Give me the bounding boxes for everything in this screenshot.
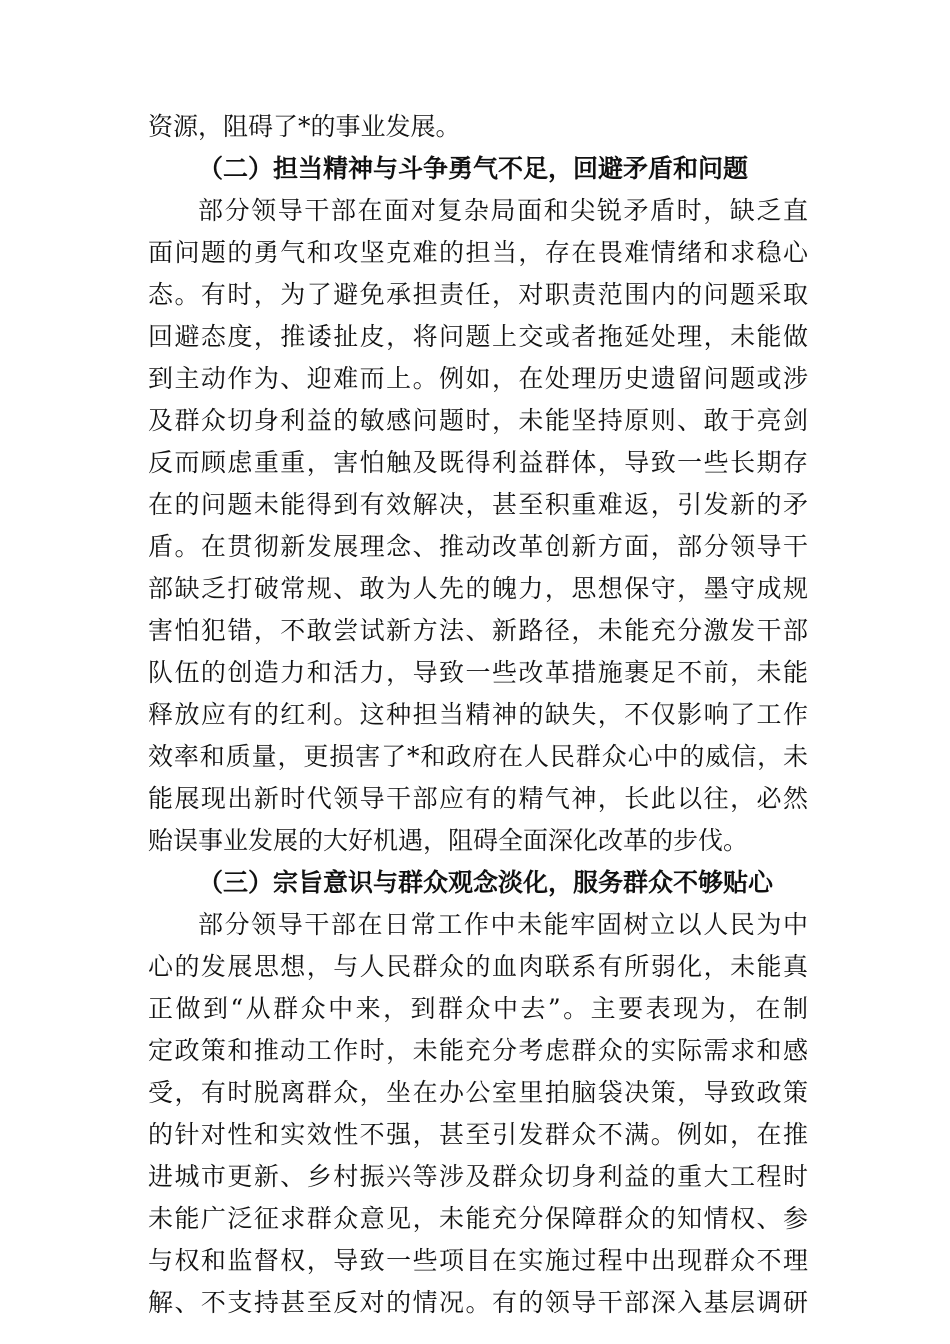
paragraph-line: 解、不支持甚至反对的情况。有的领导干部深入基层调研 xyxy=(148,1288,808,1317)
paragraph-line: 定政策和推动工作时，未能充分考虑群众的实际需求和感 xyxy=(148,1036,808,1065)
paragraph-line: 贻误事业发展的大好机遇，阻碍全面深化改革的步伐。 xyxy=(148,826,749,855)
paragraph-line: 反而顾虑重重，害怕触及既得利益群体，导致一些长期存 xyxy=(148,448,808,477)
paragraph-line: 的针对性和实效性不强，甚至引发群众不满。例如，在推 xyxy=(148,1120,808,1149)
paragraph-line: 释放应有的红利。这种担当精神的缺失，不仅影响了工作 xyxy=(148,700,808,729)
paragraph-line: 态。有时，为了避免承担责任，对职责范围内的问题采取 xyxy=(148,280,808,309)
paragraph-line: 队伍的创造力和活力，导致一些改革措施裹足不前，未能 xyxy=(148,658,808,687)
paragraph-line: 回避态度，推诿扯皮，将问题上交或者拖延处理，未能做 xyxy=(148,322,808,351)
paragraph-line: 在的问题未能得到有效解决，甚至积重难返，引发新的矛 xyxy=(148,490,808,519)
paragraph-line: 正做到“从群众中来，到群众中去”。主要表现为，在制 xyxy=(148,994,808,1023)
paragraph-line: 受，有时脱离群众，坐在办公室里拍脑袋决策，导致政策 xyxy=(148,1078,808,1107)
section-heading-3: （三）宗旨意识与群众观念淡化，服务群众不够贴心 xyxy=(198,868,774,897)
section-heading-2: （二）担当精神与斗争勇气不足，回避矛盾和问题 xyxy=(198,154,749,183)
paragraph-line: 效率和质量，更损害了*和政府在人民群众心中的威信，未 xyxy=(148,742,808,771)
paragraph-line: 到主动作为、迎难而上。例如，在处理历史遗留问题或涉 xyxy=(148,364,808,393)
paragraph-line: 资源，阻碍了*的事业发展。 xyxy=(148,112,461,141)
paragraph-line: 盾。在贯彻新发展理念、推动改革创新方面，部分领导干 xyxy=(148,532,808,561)
paragraph-line: 害怕犯错，不敢尝试新方法、新路径，未能充分激发干部 xyxy=(148,616,808,645)
paragraph-line: 部缺乏打破常规、敢为人先的魄力，思想保守，墨守成规 xyxy=(148,574,808,603)
paragraph-line: 未能广泛征求群众意见，未能充分保障群众的知情权、参 xyxy=(148,1204,808,1233)
paragraph-line: 面问题的勇气和攻坚克难的担当，存在畏难情绪和求稳心 xyxy=(148,238,808,267)
paragraph-line: 部分领导干部在日常工作中未能牢固树立以人民为中 xyxy=(198,910,808,939)
paragraph-line: 能展现出新时代领导干部应有的精气神，长此以往，必然 xyxy=(148,784,808,813)
paragraph-line: 部分领导干部在面对复杂局面和尖锐矛盾时，缺乏直 xyxy=(198,196,808,225)
paragraph-line: 与权和监督权，导致一些项目在实施过程中出现群众不理 xyxy=(148,1246,808,1275)
paragraph-line: 及群众切身利益的敏感问题时，未能坚持原则、敢于亮剑 xyxy=(148,406,808,435)
paragraph-line: 心的发展思想，与人民群众的血肉联系有所弱化，未能真 xyxy=(148,952,808,981)
paragraph-line: 进城市更新、乡村振兴等涉及群众切身利益的重大工程时 xyxy=(148,1162,808,1191)
